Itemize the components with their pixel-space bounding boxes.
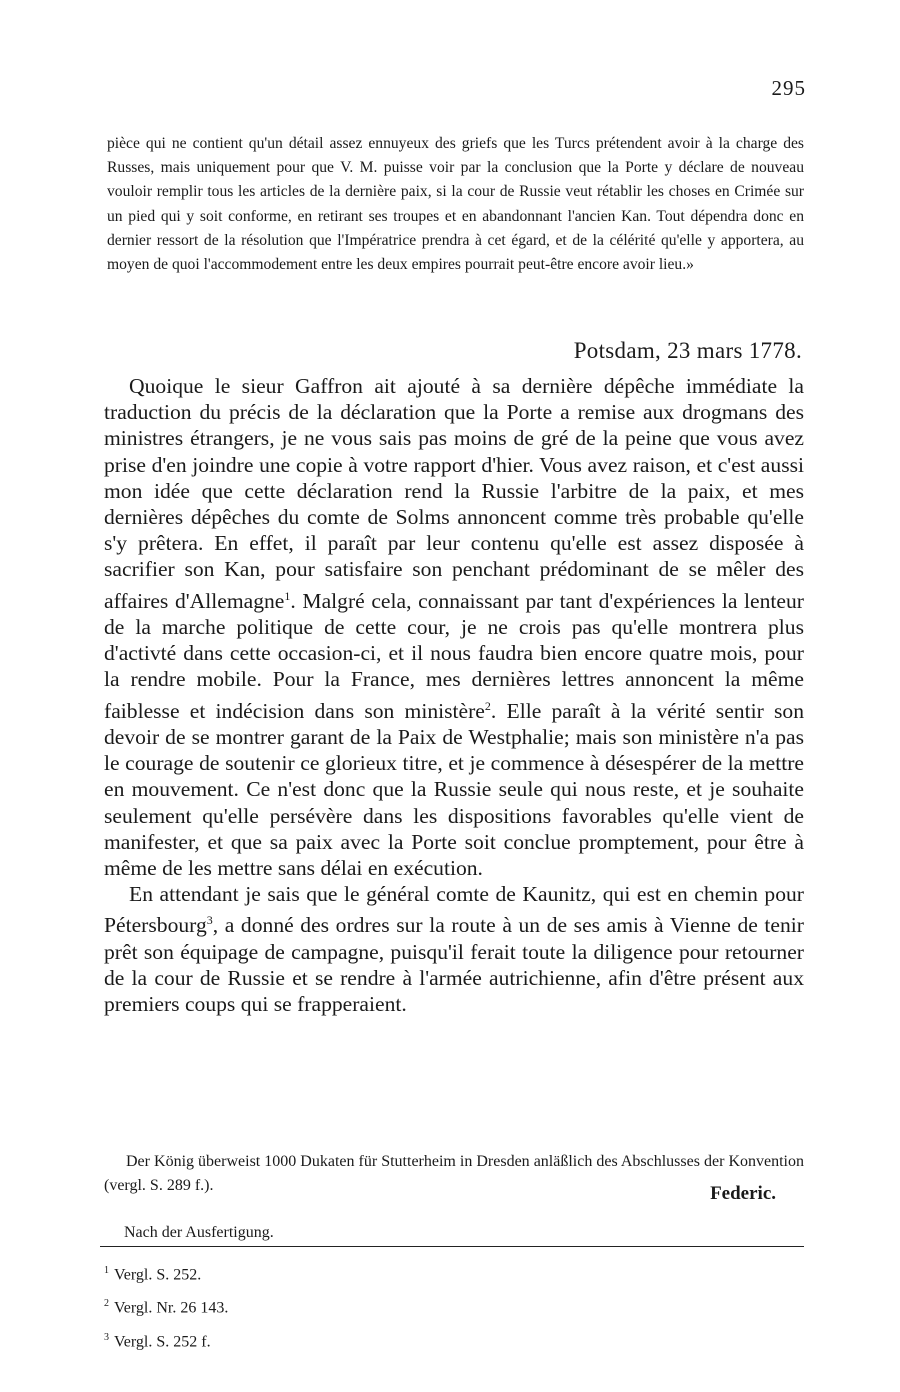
footnote bbox=[104, 1256, 504, 1289]
footnote-text: Vergl. Nr. 26 143. bbox=[114, 1299, 229, 1317]
quoted-report-text: pièce qui ne contient qu'un détail assez ennuyeux des griefs que les Turcs prétendent avoir à la charge des Russes, mais uniquement pour que V. M. puisse voir par la conclusion que la Porte y déclare de nouveau vouloir remplir tous les articles de la dernière paix, si la cour de Russie veut rétablir les choses en Crimée sur un pied qui y soit conforme, en retirant ses troupes et en abandonnant l'ancien Kan. Tout dépendra donc en dernier ressort de la résolution que l'Impératrice prendra à cet égard, et de la célérité qu'elle y apportera, au moyen de quoi l'accommodement entre les deux empires pourrait peut-être encore avoir lieu.» bbox=[107, 135, 804, 274]
letter-text: . Elle paraît à la vérité sentir son devoir de se montrer garant de la Paix de Westphalie; mais son ministère n'a pas le courage de soutenir ce glorieux titre, et je commence à désespérer de la mettre en mouvement. Ce n'est donc que la Russie seule qui nous reste, et je souhaite seulement qu'elle persévère dans les dispositions favorables qu'elle vient de manifester, et que sa paix avec la Porte soit conclue promptement, pour être à même de les mettre sans délai en exécution. bbox=[104, 698, 804, 881]
page-number: 295 bbox=[771, 76, 806, 100]
footnotes bbox=[104, 1256, 504, 1356]
footnote-ref-1: 1 bbox=[284, 588, 291, 603]
letter-text: Quoique le sieur Gaffron ait ajouté à sa dernière dépêche immédiate la traduction du précis de la déclaration que la Porte a remise aux drogmans des ministres étrangers, je ne vous sais pas moins de gré de la peine que vous avez prise d'en joindre une copie à votre rapport d'hier. Vous avez raison, et c'est aussi mon idée que cette déclaration rend la Russie l'arbitre de la paix, et mes dernières dépêches du comte de Solms annoncent comme très probable qu'elle s'y prêtera. En effet, il paraît par leur contenu qu'elle est assez disposée à sacrifier son Kan, pour satisfaire son penchant prédominant de se mêler des affaires d'Allemagne bbox=[104, 374, 804, 613]
footnote-text: Vergl. S. 252 f. bbox=[114, 1332, 211, 1350]
letter-text: , a donné des ordres sur la route à un de ses amis à Vienne de tenir prêt son équipage de campagne, puisqu'il ferait toute la diligence pour retourner de la cour de Russie et se rendre à l'armée autrichienne, afin d'être présent aux premiers coups qui se frapperaient. bbox=[104, 913, 804, 1017]
letter-body bbox=[104, 373, 804, 1017]
letter-paragraph-2 bbox=[104, 881, 804, 1017]
footnote-mark: 2 bbox=[104, 1298, 109, 1310]
footnote-text: Vergl. S. 252. bbox=[114, 1266, 202, 1284]
editorial-note-text: Der König überweist 1000 Dukaten für Stutterheim in Dresden anläßlich des Abschlusses der Konvention (vergl. S. 289 f.). bbox=[104, 1153, 804, 1194]
footnote bbox=[104, 1323, 504, 1356]
dateline: Potsdam, 23 mars 1778. bbox=[573, 338, 802, 363]
footnote-mark: 3 bbox=[104, 1331, 109, 1343]
footnote-mark: 1 bbox=[104, 1265, 109, 1276]
letter-paragraph-1 bbox=[104, 373, 804, 881]
footnote-divider bbox=[100, 1246, 804, 1247]
signature: Federic. bbox=[710, 1183, 776, 1204]
footnote-ref-2: 2 bbox=[484, 698, 491, 713]
footnote bbox=[104, 1289, 504, 1322]
letter-text: . Malgré cela, connaissant par tant d'expériences la lenteur de la marche politique de cette cour, je ne crois pas qu'elle montrera plus d'activté dans cette occasion-ci, et il nous faudra bien encore quatre mois, pour la rendre mobile. Pour la France, mes dernières lettres annoncent la même faiblesse et indécision dans son ministère bbox=[104, 588, 804, 723]
source-note: Nach der Ausfertigung. bbox=[124, 1224, 274, 1241]
letter-text: En attendant je sais que le général comte de Kaunitz, qui est en chemin pour Pétersbourg bbox=[104, 882, 804, 938]
footnote-ref-3: 3 bbox=[206, 913, 213, 928]
